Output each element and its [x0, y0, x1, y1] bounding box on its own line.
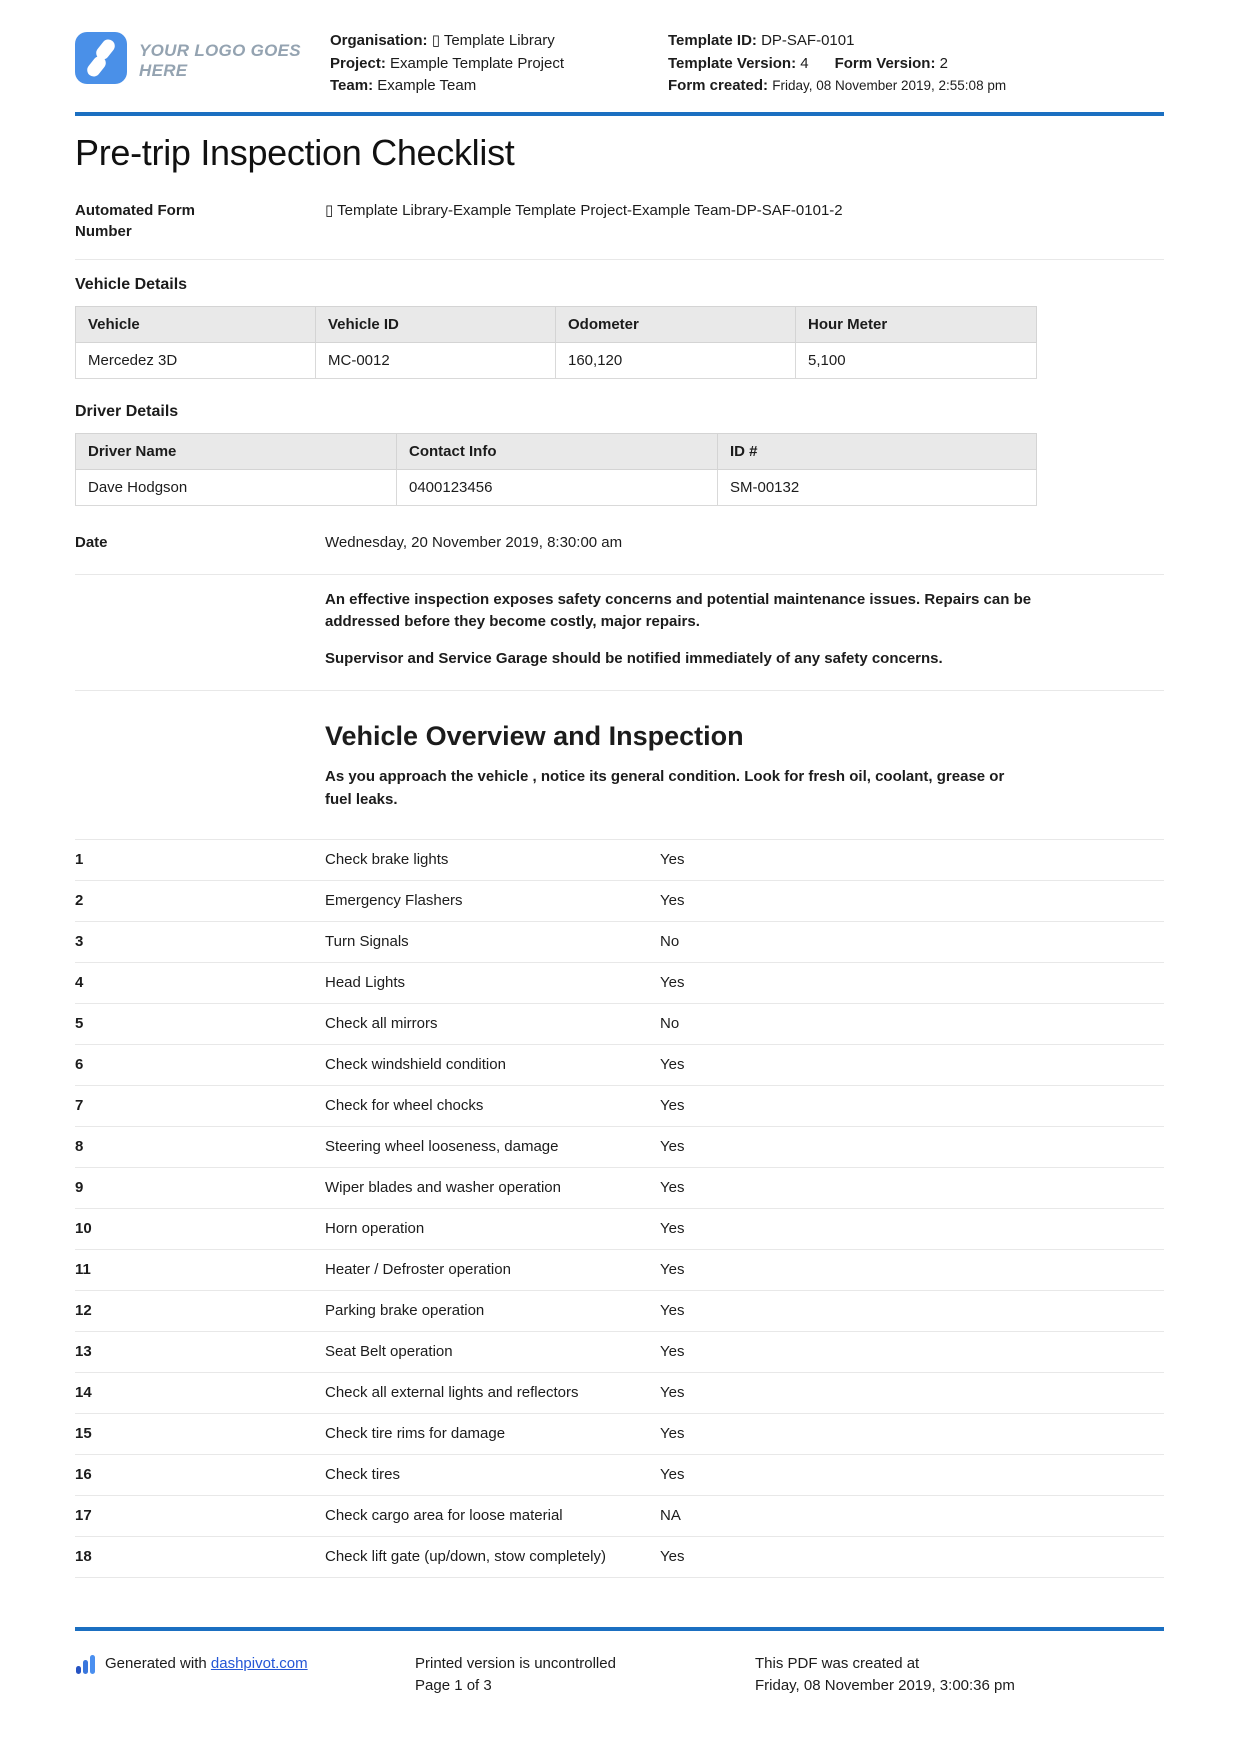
checklist-item-answer: Yes: [660, 1097, 685, 1115]
checklist-row: [75, 1208, 1164, 1249]
automated-form-number-row: [75, 200, 1164, 244]
checklist-row: [75, 1372, 1164, 1413]
checklist-item-answer: Yes: [660, 1138, 685, 1156]
checklist-item-answer: Yes: [660, 1056, 685, 1074]
checklist-item-number: 12: [75, 1302, 92, 1320]
checklist-item-answer: Yes: [660, 1220, 685, 1238]
driver-details-heading: Driver Details: [75, 403, 179, 420]
project-row: [330, 53, 668, 76]
inspection-notes: [325, 589, 1164, 671]
checklist-item-label: Check tires: [325, 1466, 401, 1484]
section-divider: [75, 574, 1164, 575]
checklist-row: [75, 1331, 1164, 1372]
checklist-item-label: Check lift gate (up/down, stow completely): [325, 1548, 606, 1566]
note-paragraph: An effective inspection exposes safety concerns and potential maintenance issues. Repairs can be addressed before they become costly, major repairs.: [325, 590, 1032, 631]
organisation-row: [330, 30, 668, 53]
generated-with-text: Generated with: [105, 1655, 207, 1672]
checklist-item-answer: Yes: [660, 1466, 685, 1484]
checklist-row: [75, 1290, 1164, 1331]
checklist-item-answer: Yes: [660, 1343, 685, 1361]
checklist-item-number: 17: [75, 1507, 92, 1525]
vehicle-details-table: [75, 306, 1037, 379]
vehicle-table-header-row: [76, 307, 1037, 343]
checklist-row: [75, 880, 1164, 921]
checklist-item-answer: No: [660, 1015, 680, 1033]
checklist-item-number: 14: [75, 1384, 92, 1402]
date-row: [75, 532, 1164, 554]
checklist-item-number: 13: [75, 1343, 92, 1361]
odometer-cell: 160,120: [556, 343, 796, 379]
checklist-row: [75, 1044, 1164, 1085]
section-description: As you approach the vehicle , notice its general condition. Look for fresh oil, coolant, grease or fuel leaks.: [325, 768, 1005, 808]
vehicle-table-row: [76, 343, 1037, 379]
checklist-row: [75, 1413, 1164, 1454]
form-created-value: Friday, 08 November 2019, 2:55:08 pm: [772, 78, 1007, 93]
footer-created-block: [755, 1653, 1035, 1697]
checklist-row: [75, 1085, 1164, 1126]
checklist-item-number: 1: [75, 851, 84, 869]
form-version-label: Form Version:: [834, 54, 936, 72]
checklist-row: [75, 1495, 1164, 1536]
section-heading: Vehicle Overview and Inspection: [325, 721, 744, 752]
template-id-value: DP-SAF-0101: [761, 32, 855, 49]
checklist-item-label: Check windshield condition: [325, 1056, 506, 1074]
vehicle-id-cell: MC-0012: [316, 343, 556, 379]
header-meta-right: [668, 30, 1038, 98]
form-version-value: 2: [939, 54, 948, 72]
checklist-row: [75, 1167, 1164, 1208]
vehicle-details-heading: Vehicle Details: [75, 276, 188, 293]
checklist-item-answer: Yes: [660, 892, 685, 910]
template-id-row: [668, 30, 1038, 53]
header-meta-left: [330, 30, 668, 98]
checklist-item-label: Check for wheel chocks: [325, 1097, 484, 1115]
driver-table-row: [76, 470, 1037, 506]
note-paragraph: Supervisor and Service Garage should be notified immediately of any safety concerns.: [325, 649, 943, 667]
checklist-row: [75, 1003, 1164, 1044]
checklist: [75, 839, 1164, 1578]
driver-table-header-row: [76, 434, 1037, 470]
checklist-item-answer: Yes: [660, 1425, 685, 1443]
automated-form-number-value: ▯ Template Library-Example Template Project-Example Team-DP-SAF-0101-2: [325, 201, 843, 219]
document-header: [75, 30, 1164, 98]
hour-meter-cell: 5,100: [796, 343, 1037, 379]
checklist-item-number: 2: [75, 892, 84, 910]
document-footer: [75, 1627, 1164, 1697]
footer-printed-block: [415, 1653, 755, 1697]
checklist-item-answer: Yes: [660, 1384, 685, 1402]
footer-generated-block: [75, 1653, 415, 1697]
pdf-created-label: This PDF was created at: [755, 1655, 920, 1672]
date-value: Wednesday, 20 November 2019, 8:30:00 am: [325, 534, 623, 551]
company-logo-icon: [75, 32, 127, 89]
organisation-value: ▯ Template Library: [431, 32, 555, 49]
team-label: Team:: [330, 77, 374, 94]
checklist-item-answer: Yes: [660, 1179, 685, 1197]
checklist-item-label: Check cargo area for loose material: [325, 1507, 563, 1525]
versions-row: [668, 53, 1038, 76]
checklist-item-label: Seat Belt operation: [325, 1343, 453, 1361]
checklist-item-answer: Yes: [660, 1261, 685, 1279]
header-accent-rule: [75, 112, 1164, 116]
checklist-item-answer: NA: [660, 1507, 681, 1525]
checklist-row: [75, 1126, 1164, 1167]
page-number-text: Page 1 of 3: [415, 1676, 492, 1694]
odometer-col-header: Odometer: [556, 307, 796, 343]
driver-details-table: [75, 433, 1037, 506]
checklist-item-number: 15: [75, 1425, 92, 1443]
checklist-item-number: 10: [75, 1220, 92, 1238]
checklist-item-label: Check all external lights and reflectors: [325, 1384, 579, 1402]
hour-meter-col-header: Hour Meter: [796, 307, 1037, 343]
project-label: Project:: [330, 54, 386, 72]
date-label: Date: [75, 534, 108, 551]
checklist-item-label: Horn operation: [325, 1220, 425, 1238]
checklist-item-number: 9: [75, 1179, 84, 1197]
checklist-item-answer: Yes: [660, 851, 685, 869]
pdf-created-value: Friday, 08 November 2019, 3:00:36 pm: [755, 1676, 1015, 1694]
organisation-label: Organisation:: [330, 32, 428, 49]
form-created-label: Form created:: [668, 77, 769, 94]
driver-name-cell: Dave Hodgson: [76, 470, 397, 506]
vehicle-cell: Mercedez 3D: [76, 343, 316, 379]
checklist-row: [75, 962, 1164, 1003]
checklist-item-number: 11: [75, 1261, 91, 1279]
project-value: Example Template Project: [390, 54, 565, 72]
checklist-item-answer: No: [660, 933, 680, 951]
checklist-row: [75, 921, 1164, 962]
checklist-item-label: Parking brake operation: [325, 1302, 485, 1320]
template-version-label: Template Version:: [668, 54, 797, 72]
checklist-item-label: Check tire rims for damage: [325, 1425, 506, 1443]
automated-form-number-label: Automated Form Number: [75, 201, 195, 241]
team-value: Example Team: [377, 77, 477, 94]
template-version-value: 4: [800, 54, 809, 72]
contact-info-cell: 0400123456: [397, 470, 718, 506]
checklist-item-label: Steering wheel looseness, damage: [325, 1138, 559, 1156]
logo-placeholder-text: YOUR LOGO GOES HERE: [139, 40, 301, 80]
checklist-item-number: 8: [75, 1138, 84, 1156]
checklist-item-number: 18: [75, 1548, 92, 1566]
checklist-item-label: Turn Signals: [325, 933, 409, 951]
id-cell: SM-00132: [718, 470, 1037, 506]
checklist-row: [75, 839, 1164, 880]
checklist-item-answer: Yes: [660, 1302, 685, 1320]
checklist-item-number: 3: [75, 933, 84, 951]
checklist-item-label: Wiper blades and washer operation: [325, 1179, 561, 1197]
checklist-item-label: Heater / Defroster operation: [325, 1261, 511, 1279]
bar-chart-icon: [75, 1654, 97, 1683]
team-row: [330, 75, 668, 98]
footer-accent-rule: [75, 1627, 1164, 1631]
vehicle-id-col-header: Vehicle ID: [316, 307, 556, 343]
template-id-label: Template ID:: [668, 32, 757, 49]
checklist-item-number: 6: [75, 1056, 84, 1074]
section-divider: [75, 259, 1164, 260]
checklist-item-label: Check all mirrors: [325, 1015, 438, 1033]
checklist-item-number: 5: [75, 1015, 84, 1033]
checklist-item-answer: Yes: [660, 974, 685, 992]
checklist-row: [75, 1536, 1164, 1578]
section-divider: [75, 690, 1164, 691]
checklist-row: [75, 1249, 1164, 1290]
id-col-header: ID #: [718, 434, 1037, 470]
checklist-row: [75, 1454, 1164, 1495]
logo-block: [75, 30, 330, 89]
checklist-item-number: 4: [75, 974, 84, 992]
checklist-item-answer: Yes: [660, 1548, 685, 1566]
checklist-item-number: 16: [75, 1466, 92, 1484]
form-created-row: [668, 75, 1038, 98]
checklist-item-label: Emergency Flashers: [325, 892, 463, 910]
contact-info-col-header: Contact Info: [397, 434, 718, 470]
checklist-item-number: 7: [75, 1097, 84, 1115]
vehicle-col-header: Vehicle: [76, 307, 316, 343]
checklist-item-label: Head Lights: [325, 974, 406, 992]
checklist-item-label: Check brake lights: [325, 851, 449, 869]
page-title: Pre-trip Inspection Checklist: [75, 131, 515, 173]
printed-version-text: Printed version is uncontrolled: [415, 1655, 616, 1672]
driver-name-col-header: Driver Name: [76, 434, 397, 470]
dashpivot-link[interactable]: dashpivot.com: [210, 1655, 308, 1672]
